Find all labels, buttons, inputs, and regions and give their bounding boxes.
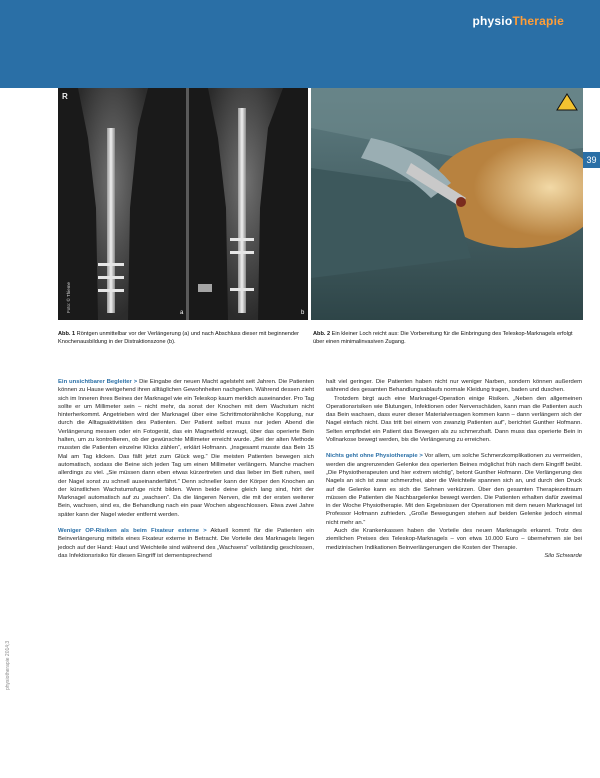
xray-marker-r: R [62, 92, 68, 101]
author-signature: Silo Schwarde [544, 552, 582, 559]
xray-label-a: a [180, 310, 184, 316]
xray-image [58, 88, 308, 320]
photo-credit: Foto: © Thieme [66, 282, 71, 313]
xray-figure [58, 88, 308, 320]
figure2-caption: Abb. 2 Ein kleiner Loch reicht aus: Die Vorbereitung für die Einbringung des Teleskop-Marknagels erfolgt über einen minimalinvasiven Zugang. [313, 331, 573, 346]
figure1-caption: Abb. 1 Röntgen unmittelbar vor der Verlängerung (a) und nach Abschluss dieser mit beginnender Knochenausbildung in der Distraktionszone (b). [58, 331, 299, 346]
article-column-right [326, 378, 582, 560]
xray-label-b: b [301, 310, 305, 316]
paragraph: Trotzdem birgt auch eine Marknagel-Operation einige Risiken. „Neben den allgemeinen Operationsrisiken wie Blutungen, Infektionen oder Nervenschäden, kann man die Patienten auch das Bein wachsen, dass eurer dieser Materialversagen kommen kann – dann verlängern sich der Nagel einfach nicht. Das tritt bei einem von zwanzig Patienten auf“, berichtet Gunther Hofmann. Selten empfindet ein Patient das Bewegen als zu schmerzhaft. Dann muss das operierte Bein in Vollnarkose bewegt werden, bis die Verlängerung zu erreichen. [326, 395, 582, 444]
paragraph: halt viel geringer. Die Patienten haben nicht nur weniger Narben, sondern können außerdem während des gesamten Behandlungsablaufs normale Kleidung tragen, baden und duschen. [326, 379, 582, 394]
paragraph: Weniger OP-Risiken als beim Fixateur externe > Aktuell kommt für die Patienten ein Beinverlängerung mittels eines Fixateur externe in Betracht. Die Vorteile des Marknagels liegen jedoch auf der Hand: Haut und Weichteile sind während des „Wachsens“ vollständig geschlossen, das Infektionsrisiko für diesen Eingriff ist dementsprechend [58, 528, 314, 559]
article-column-left [58, 378, 314, 560]
surgery-image [311, 88, 583, 320]
page-number: 39 [583, 152, 600, 168]
paragraph: Auch die Krankenkassen haben die Vorteile des neuen Marknagels erkannt. Trotz des ziemlichen Preises des Teleskop-Marknagels – von etwa 10.000 Euro – übernehmen sie bei medizinischen Indikationen Beinverlängerungen die Kosten der Therapie. [326, 528, 582, 551]
magazine-brand: physioTherapie [472, 14, 564, 28]
paragraph: Ein unsichtbarer Begleiter > Die Eingabe der neuen Macht agelsteht seit Jahren. Die Patienten können zu Hause weitgehend ihren alltäglichen Gewohnheiten nachgehen. Während dessen zieht sich im Inneren ihres Beines der Marknagel wie ein Teleskop kaum merklich auseinander. Pro Tag sollte er um Millimeter sein – nicht mehr, da sonst der Knochen mit dem Wachstum nicht hinterherkommt. Angetrieben wird der Marknagel über eine Schrittmotorähnliche Kopplung, nur durch die Alltagsaktivitäten des Patienten. Der Patient selbst muss nur jeden Abend die Verlängerung messen oder ein Fotogerät, das ein Magnetfeld erzeugt, über das operierte Bein halten, um zu kontrollieren, ob der gewünschte Millimeter erreicht wurde. „Bei der alten Methode mussten die Patienten einzelne Klicks zählen“, erklärt Hofmann. „Insgesamt musste das Bein 15 Mal am Tag klicken. Das fällt jetzt zum Glück weg.“ Die meisten Patienten bewegen sich automatisch, sodass die Beine sich jeden Tag um einen Millimeter verlängern. Manche machen allerdings zu viel. „Sie müssen dann eben etwas kürzertreten und das lieber im Bett ruhen, weil der Nagel sonst zu schnell auseinanderfährt.“ Denn schneller kann der Körper den Knochen an der künstlichen Wachstumsfuge nicht bilden. Wenn beide deine gleich lang sind, hört der Marknagel automatisch auf zu „wachsen“. Da die längeren Nerven, die mit der ersten weiterer Bein, wachsen, sind es, die Behandlung nach ein paar Wochen abgeschlossen. Etwa zwei Jahre später kann der Nagel wieder entfernt werden. [58, 379, 315, 518]
journal-side-tag: physiotherapie 2014;3 [5, 640, 11, 690]
paragraph: Nichts geht ohne Physiotherapie > Vor allem, um solche Schmerzkomplikationen zu vermeiden, werden die angrenzenden Gelenke des operierten Beines möglichst früh nach dem Eingriff beübt. „Die Physiotherapeuten und hier extrem wichtig“, betont Gunther Hofmann. Die Verlängerung des Nagels an sich ist zwar schmerzfrei, aber die Weichteile spannen sich an, und durch den Druck auf die Gelenke kann es sich die Sehnen verkürzen. Über den gesamten Therapiezeitraum müssen die Patienten die Nachbargelenke bewegt werden. Die Patienten erhalten dafür zweimal in der Woche Physiotherapie. Mit den Ergebnissen der Operationen mit dem neuen Marknagel ist Professor Hofmann zufrieden. „Große Bewegungen stehen auf beiden Gelenke jedoch einmal nicht mehr an.“ [326, 453, 582, 526]
surgery-photo [311, 88, 583, 320]
